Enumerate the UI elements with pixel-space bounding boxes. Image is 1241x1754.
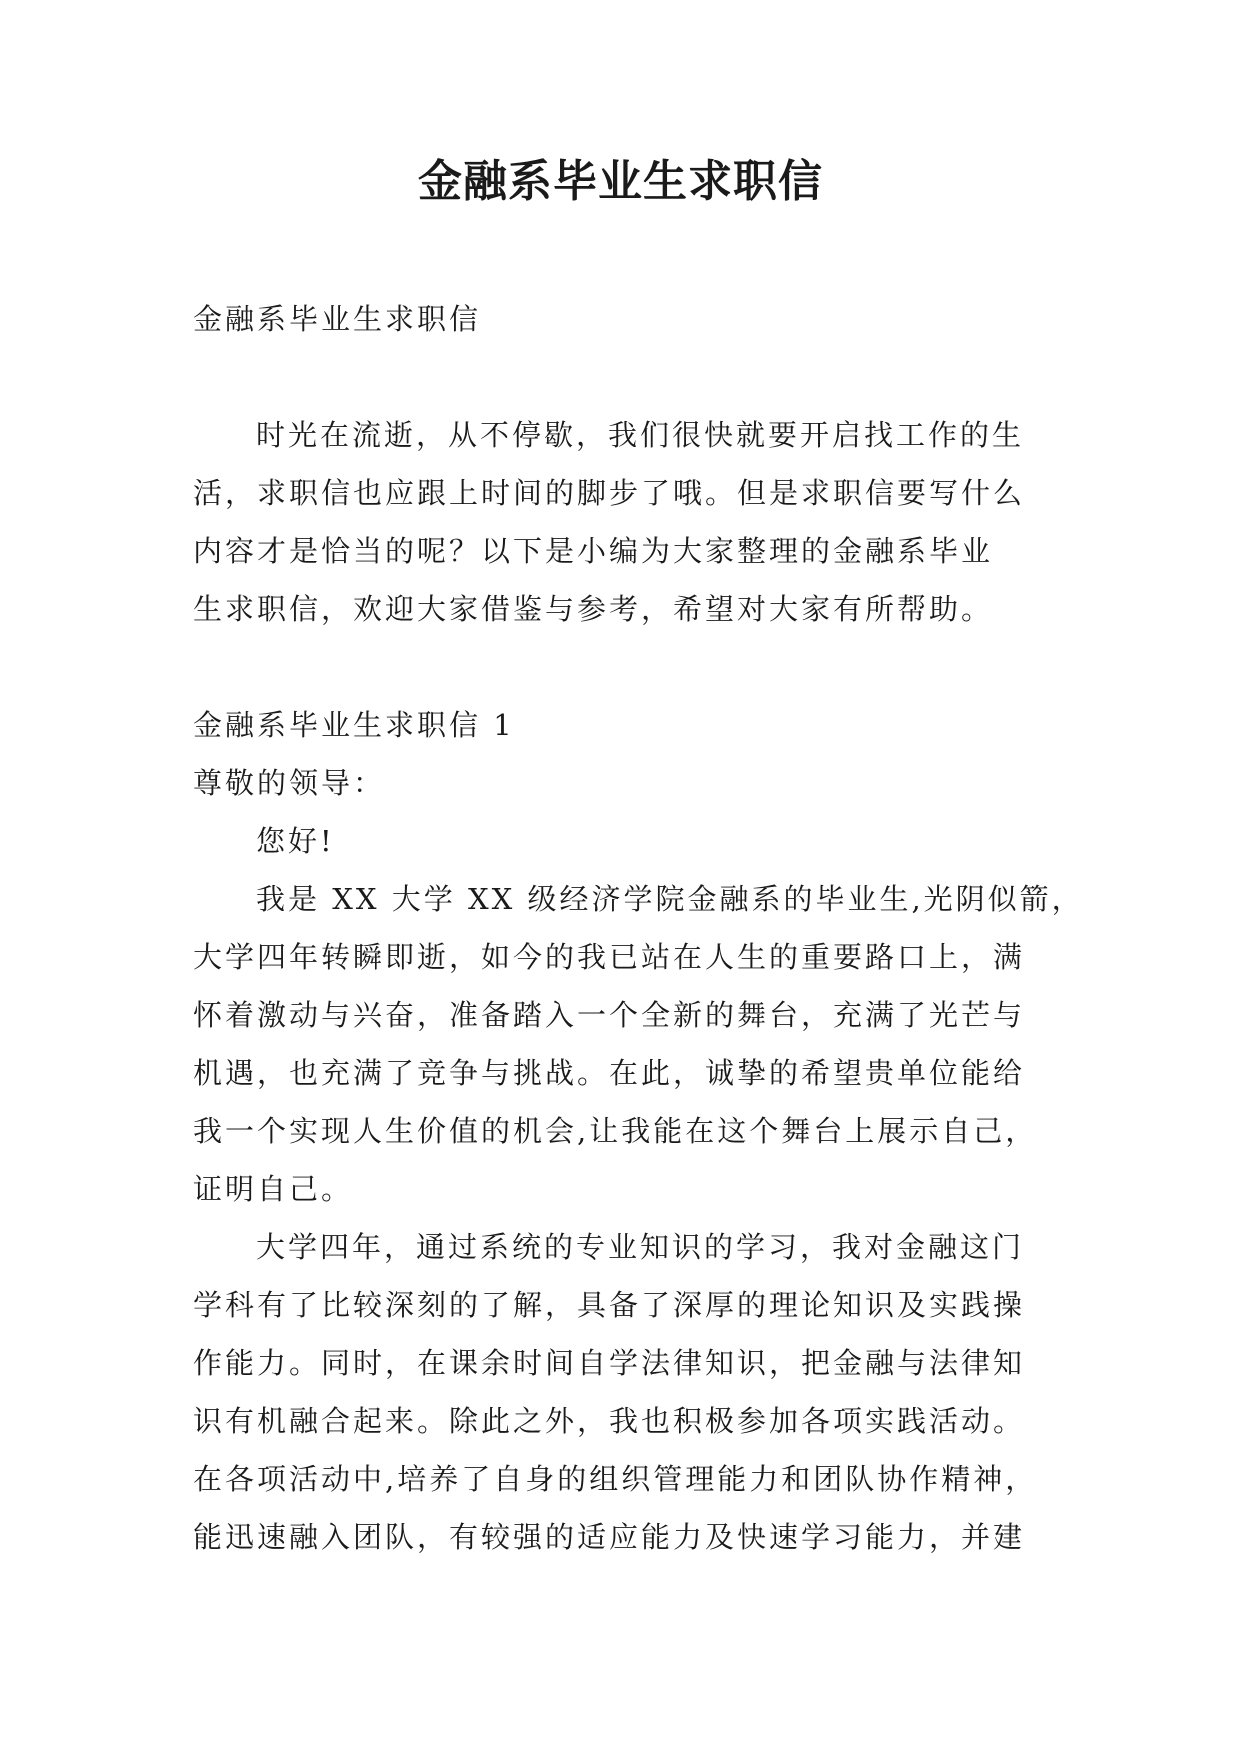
paragraph-line: 大学四年转瞬即逝，如今的我已站在人生的重要路口上，满 — [193, 940, 1026, 974]
paragraph-line: 我是 XX 大学 XX 级经济学院金融系的毕业生,光阴似箭， — [256, 882, 1084, 916]
paragraph-line: 时光在流逝，从不停歇，我们很快就要开启找工作的生 — [256, 418, 1025, 452]
paragraph-line: 在各项活动中,培养了自身的组织管理能力和团队协作精神， — [193, 1462, 1038, 1496]
paragraph-line: 学科有了比较深刻的了解，具备了深厚的理论知识及实践操 — [193, 1288, 1026, 1322]
paragraph-line: 能迅速融入团队，有较强的适应能力及快速学习能力，并建 — [193, 1520, 1026, 1554]
letter-paragraph-2 — [193, 1218, 1073, 1566]
paragraph-line: 内容才是恰当的呢？以下是小编为大家整理的金融系毕业 — [193, 534, 994, 568]
subtitle: 金融系毕业生求职信 — [193, 302, 482, 336]
salutation: 尊敬的领导： — [193, 766, 386, 800]
paragraph-line: 证明自己。 — [193, 1172, 354, 1206]
paragraph-line: 大学四年，通过系统的专业知识的学习，我对金融这门 — [256, 1230, 1025, 1264]
paragraph-line: 我一个实现人生价值的机会,让我能在这个舞台上展示自己， — [193, 1114, 1038, 1148]
letter-paragraph-1 — [193, 870, 1084, 1218]
paragraph-line: 作能力。同时，在课余时间自学法律知识，把金融与法律知 — [193, 1346, 1026, 1380]
paragraph-line: 活，求职信也应跟上时间的脚步了哦。但是求职信要写什么 — [193, 476, 1026, 510]
paragraph-line: 识有机融合起来。除此之外，我也积极参加各项实践活动。 — [193, 1404, 1026, 1438]
document-body — [193, 290, 1084, 1566]
document-title: 金融系毕业生求职信 — [418, 156, 823, 207]
paragraph-line: 怀着激动与兴奋，准备踏入一个全新的舞台，充满了光芒与 — [193, 998, 1026, 1032]
paragraph-line: 机遇，也充满了竞争与挑战。在此，诚挚的希望贵单位能给 — [193, 1056, 1026, 1090]
greeting: 您好! — [256, 824, 335, 858]
paragraph-line: 生求职信，欢迎大家借鉴与参考，希望对大家有所帮助。 — [193, 592, 994, 626]
blank-line — [193, 638, 1073, 696]
blank-line — [193, 348, 1073, 406]
section-heading: 金融系毕业生求职信 1 — [193, 708, 515, 742]
intro-paragraph — [193, 406, 1073, 638]
